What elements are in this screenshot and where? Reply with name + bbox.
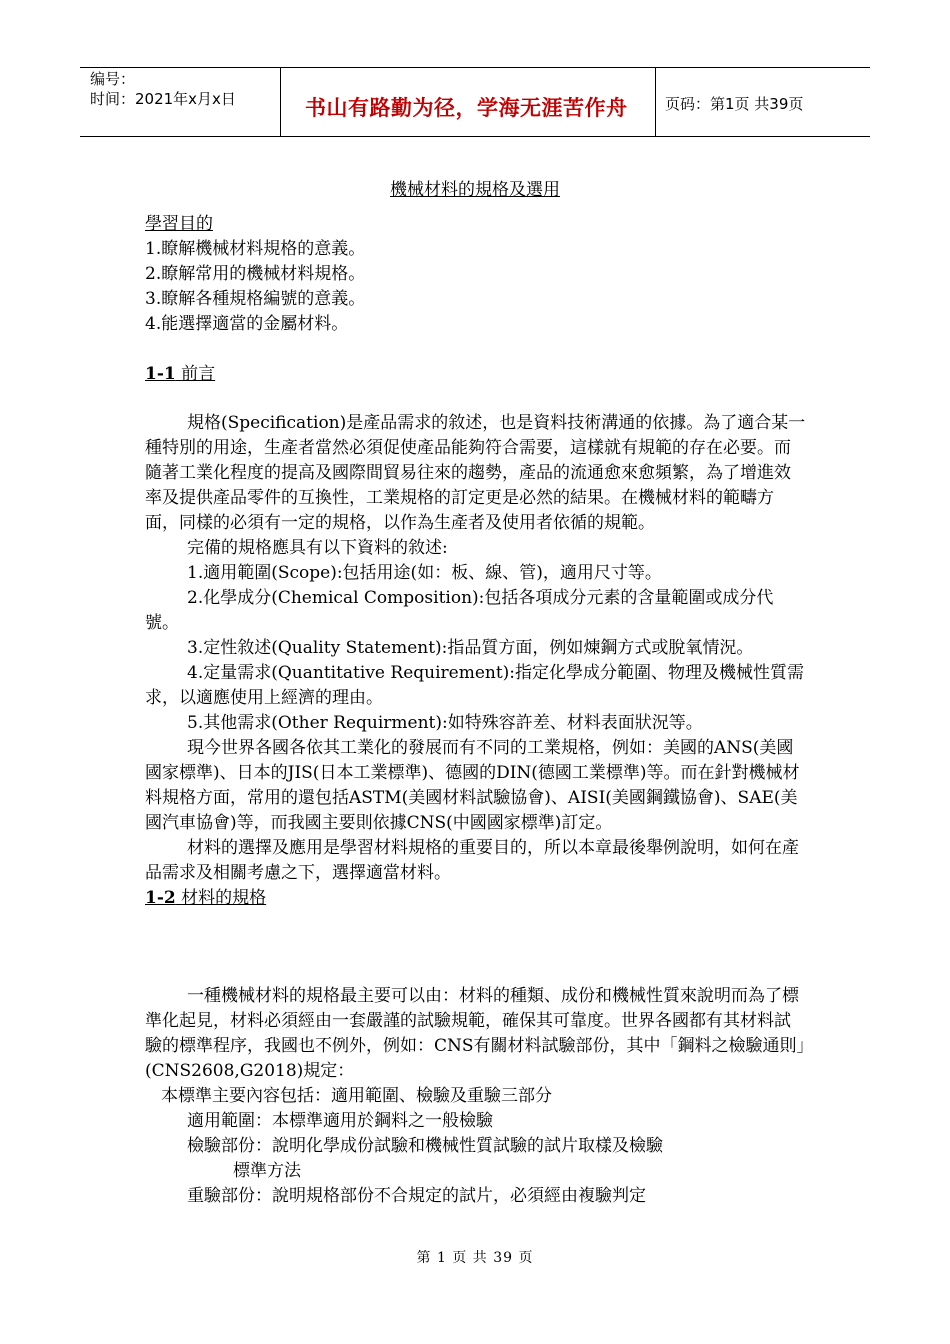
section1-heading	[145, 362, 807, 387]
requirement-item: 4.定量需求(Quantitative Requirement):指定化學成分範圍、物理及機械性質需求，以適應使用上經濟的理由。	[145, 663, 805, 708]
section2-heading	[145, 886, 807, 911]
section1-body	[145, 411, 807, 911]
section1-para4: 材料的選擇及應用是學習材料規格的重要目的，所以本章最後舉例說明，如何在產品需求及相關考慮之下，選擇適當材料。	[145, 838, 799, 883]
requirement-item: 3.定性敘述(Quality Statement):指品質方面，例如煉鋼方式或脫氧情況。	[187, 638, 754, 658]
section1-para1: 規格(Specification)是產品需求的敘述，也是資料技術溝通的依據。為了適合某一種特別的用途，生產者當然必須促使產品能夠符合需要，這樣就有規範的存在必要。而隨著工業化程度的提高及國際間貿易往來的趨勢，產品的流通愈來愈頻繁，為了增進效率及提供產品零件的互換性，工業規格的訂定更是必然的結果。在機械材料的範疇方面，同樣的必須有一定的規格，以作為生產者及使用者依循的規範。	[145, 413, 806, 533]
document-title: 機械材料的規格及選用	[390, 180, 560, 200]
requirement-item: 1.適用範圍(Scope):包括用途(如：板、線、管)，適用尺寸等。	[187, 563, 662, 583]
objective-item: 3.瞭解各種規格編號的意義。	[145, 289, 366, 309]
section2-title: 材料的規格	[181, 888, 267, 908]
section1-para2: 完備的規格應具有以下資料的敘述:	[187, 538, 448, 558]
page-header	[80, 67, 870, 137]
requirement-item: 5.其他需求(Other Requirment):如特殊容許差、材料表面狀況等。	[187, 713, 703, 733]
section2-number: 1-2	[145, 888, 176, 908]
page-footer: 第 1 页 共 39 页	[416, 1250, 534, 1266]
section2-para1: 一種機械材料的規格最主要可以由：材料的種類、成份和機械性質來說明而為了標準化起見，材料必須經由一套嚴謹的試驗規範，確保其可靠度。世界各國都有其材料試驗的標準程序，我國也不例外，例如：CNS有關材料試驗部份，其中「鋼料之檢驗通則」(CNS2608,G2018)規定：	[145, 986, 806, 1081]
requirement-item: 2.化學成分(Chemical Composition):包括各項成分元素的含量範圍或成分代號。	[145, 588, 774, 633]
number-label: 编号：	[90, 70, 136, 88]
inspection-line: 檢驗部份：說明化學成份試驗和機械性質試驗的試片取樣及檢驗	[187, 1136, 663, 1156]
time-label: 时间：2021年x月x日	[90, 90, 236, 108]
section2-body	[145, 984, 807, 1209]
objectives-block	[145, 212, 807, 337]
header-info-cell	[80, 68, 280, 136]
header-page-cell	[655, 68, 870, 136]
section1-title: 前言	[181, 364, 216, 384]
page-label: 页码：第1页 共39页	[665, 95, 804, 113]
section1-number: 1-1	[145, 364, 176, 384]
objective-item: 1.瞭解機械材料規格的意義。	[145, 239, 366, 259]
section1-para3: 現今世界各國各依其工業化的發展而有不同的工業規格，例如：美國的ANS(美國國家標準)、日本的JIS(日本工業標準)、德國的DIN(德國工業標準)等。而在針對機械材料規格方面，常用的還包括ASTM(美國材料試驗協會)、AISI(美國鋼鐵協會)、SAE(美國汽車協會)等，而我國主要則依據CNS(中國國家標準)訂定。	[145, 738, 800, 833]
motto: 书山有路勤为径，学海无涯苦作舟	[305, 96, 628, 120]
standard-content-line: 本標準主要內容包括：適用範圍、檢驗及重驗三部分	[161, 1086, 552, 1106]
objectives-heading: 學習目的	[145, 214, 213, 234]
retest-line: 重驗部份：說明規格部份不合規定的試片，必須經由複驗判定	[187, 1186, 646, 1206]
objective-item: 4.能選擇適當的金屬材料。	[145, 314, 349, 334]
header-motto-cell	[280, 68, 656, 136]
objective-item: 2.瞭解常用的機械材料規格。	[145, 264, 366, 284]
inspection-line-continued: 標準方法	[233, 1161, 301, 1181]
scope-line: 適用範圍：本標準適用於鋼料之一般檢驗	[187, 1111, 493, 1131]
